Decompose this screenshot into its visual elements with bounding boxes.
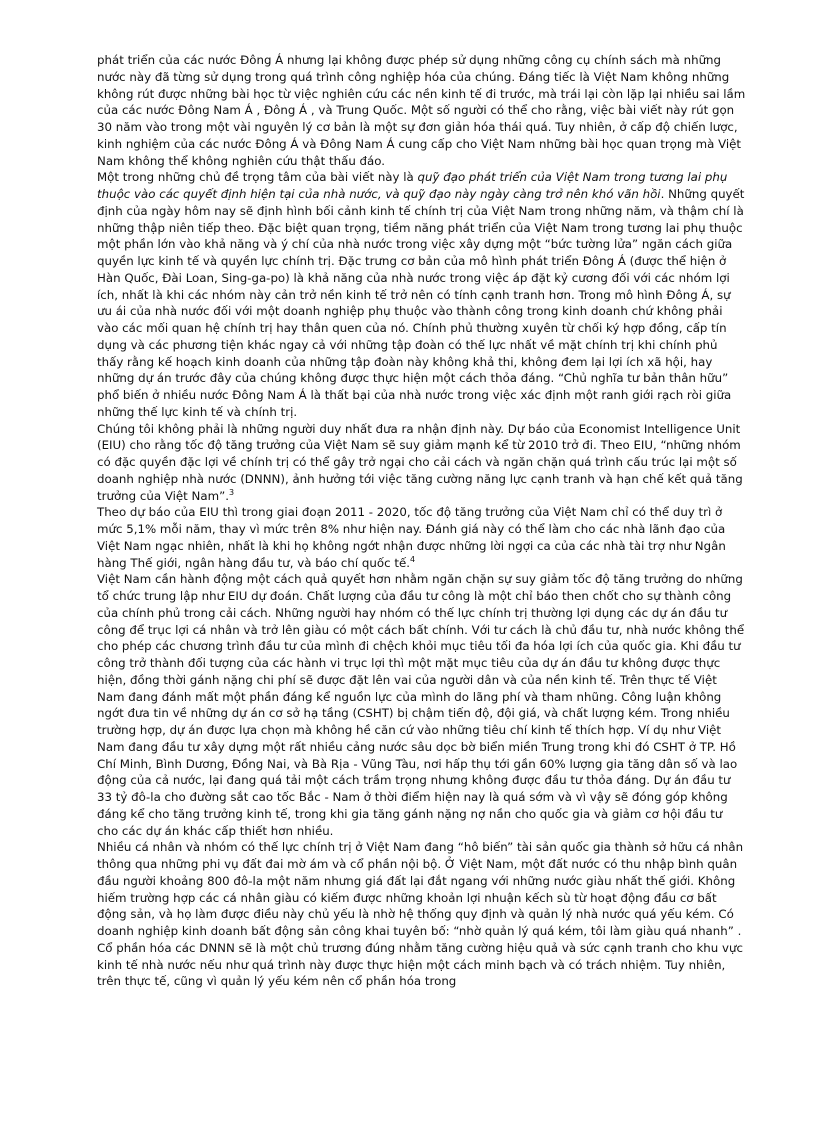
paragraph-text: . Những quyết định của ngày hôm nay sẽ định hình bối cảnh kinh tế chính trị của Việt Nam trong những năm, và thậm chí là những thập niên tiếp theo. Đặc biệt quan trọng, tiềm năng phát triển của Việt Nam trong tương lai phụ thuộc một phần lớn vào khả năng và ý chí của nhà nước trong việc xây dựng một “bức tường lửa” ngăn cách giữa quyền lực kinh tế và quyền lực chính trị. Đặc trưng cơ bản của mô hình phát triển Đông Á (được thể hiện ở Hàn Quốc, Đài Loan, Sing-ga-po) là khả năng của nhà nước trong việc áp đặt kỷ cương đối với các nhóm lợi ích, nhất là khi các nhóm này cản trở nền kinh tế trở nên có tính cạnh tranh hơn. Trong mô hình Đông Á, sự ưu ái của nhà nước đối với một doanh nghiệp phụ thuộc vào thành công trong kinh doanh chứ không phải vào các mối quan hệ chính trị hay thân quen của nó. Chính phủ thường xuyên từ chối ký hợp đồng, cấp tín dụng và các phương tiện khác ngay cả với những tập đoàn có thế lực nhất về mặt chính trị khi chính phủ thấy rằng kế hoạch kinh doanh của những tập đoàn này không khả thi, không đem lại lợi ích xã hội, hay những dự án trước đây của chúng không được thực hiện một cách thỏa đáng. “Chủ nghĩa tư bản thân hữu” phổ biến ở nhiều nước Đông Nam Á là thất bại của nhà nước trong việc xác định một ranh giới rạch ròi giữa những thế lực kinh tế và chính trị.	[97, 187, 745, 419]
document-page	[97, 52, 747, 990]
paragraph-text: phát triển của các nước Đông Á nhưng lại không được phép sử dụng những công cụ chính sách mà những nước này đã từng sử dụng trong quá trình công nghiệp hóa của chúng. Đáng tiếc là Việt Nam không những không rút được những bài học từ việc nghiên cứu các nền kinh tế đi trước, mà trái lại còn lặp lại nhiều sai lầm của các nước Đông Nam Á , Đông Á , và Trung Quốc. Một số người có thể cho rằng, việc bài viết này rút gọn 30 năm vào trong một vài nguyên lý cơ bản là một sự đơn giản hóa thái quá. Tuy nhiên, ở cấp độ chiến lược, kinh nghiệm của các nước Đông Á và Đông Nam Á cung cấp cho Việt Nam những bài học quan trọng mà Việt Nam không thể không nghiên cứu thật thấu đáo.	[97, 53, 746, 168]
paragraph-public-investment	[97, 571, 747, 839]
paragraph-text: Theo dự báo của EIU thì trong giai đoạn 2011 - 2020, tốc độ tăng trưởng của Việt Nam chỉ có thể duy trì ở mức 5,1% mỗi năm, thay vì mức trên 8% như hiện nay. Đánh giá này có thể làm cho các nhà lãnh đạo của Việt Nam ngạc nhiên, nhất là khi họ không ngớt nhận được những lời ngợi ca của các nhà tài trợ như Ngân hàng Thế giới, ngân hàng đầu tư, và báo chí quốc tế.	[97, 505, 726, 570]
paragraph-lead: Một trong những chủ đề trọng tâm của bài viết này là	[97, 170, 418, 185]
paragraph-text: Cổ phần hóa các DNNN sẽ là một chủ trương đúng nhằm tăng cường hiệu quả và sức cạnh tranh cho khu vực kinh tế nhà nước nếu như quá trình này được thực hiện một cách minh bạch và có trách nhiệm. Tuy nhiên, trên thực tế, cũng vì quản lý yếu kém nên cổ phần hóa trong	[97, 940, 743, 989]
footnote-marker: 4	[409, 554, 416, 564]
paragraph-text: Chúng tôi không phải là những người duy nhất đưa ra nhận định này. Dự báo của Economist Intelligence Unit (EIU) cho rằng tốc độ tăng trưởng của Việt Nam sẽ suy giảm mạnh kể từ 2010 trở đi. Theo EIU, “những nhóm có đặc quyền đặc lợi về chính trị có thể gây trở ngại cho cải cách và ngăn chặn quá trình cấu trúc lại một số doanh nghiệp nhà nước (DNNN), ảnh hưởng tới việc tăng cường năng lực cạnh tranh và hạn chế kết quả tăng trưởng của Việt Nam”.	[97, 421, 743, 503]
paragraph-east-asia-lessons	[97, 52, 747, 169]
paragraph-development-trajectory	[97, 169, 747, 420]
footnote-marker: 3	[228, 487, 235, 497]
paragraph-text: Nhiều cá nhân và nhóm có thế lực chính trị ở Việt Nam đang “hô biến” tài sản quốc gia thành sở hữu cá nhân thông qua những phi vụ đất đai mờ ám và cổ phần nội bộ. Ở Việt Nam, một đất nước có thu nhập bình quân đầu người khoảng 800 đô-la một năm nhưng giá đất lại đắt ngang với những nước giàu nhất thế giới. Không hiếm trường hợp các cá nhân giàu có kiếm được những khoản lợi nhuận kếch sù từ hoạt động đầu cơ bất động sản, và họ làm được điều này chủ yếu là nhờ hệ thống quy định và quản lý nhà nước quá yếu kém. Có doanh nghiệp kinh doanh bất động sản công khai tuyên bố: “nhờ quản lý quá kém, tôi làm giàu quá nhanh” .	[97, 840, 744, 938]
paragraph-land-speculation	[97, 839, 747, 940]
paragraph-equitization	[97, 940, 747, 990]
paragraph-eiu-forecast	[97, 421, 747, 505]
paragraph-text: Việt Nam cần hành động một cách quả quyết hơn nhằm ngăn chặn sự suy giảm tốc độ tăng trưởng do những tổ chức trung lập như EIU dự đoán. Chất lượng của đầu tư công là một chỉ báo then chốt cho sự thành công của chính phủ trong cải cách. Những người hay nhóm có thế lực chính trị thường lợi dụng các dự án đầu tư công để trục lợi cá nhân và trở lên giàu có một cách bất chính. Với tư cách là chủ đầu tư, nhà nước không thể cho phép các chương trình đầu tư của mình đi chệch khỏi mục tiêu tối đa hóa lợi ích của quốc gia. Khi đầu tư công trở thành đối tượng của các hành vi trục lợi thì một mặt mục tiêu của dự án đầu tư không được thực hiện, đồng thời gánh nặng chi phí sẽ được đặt lên vai của người dân và của nền kinh tế. Trên thực tế Việt Nam đang đánh mất một phần đáng kể nguồn lực của mình do lãng phí và tham nhũng. Công luận không ngớt đưa tin về những dự án cơ sở hạ tầng (CSHT) bị chậm tiến độ, đội giá, và chất lượng kém. Trong nhiều trường hợp, dự án được lựa chọn mà không hề căn cứ vào những tiêu chí kinh tế thích hợp. Ví dụ như Việt Nam đang đầu tư xây dựng một rất nhiều cảng nước sâu dọc bờ biển miền Trung trong khi đó CSHT ở TP. Hồ Chí Minh, Bình Dương, Đồng Nai, và Bà Rịa - Vũng Tàu, nơi hấp thụ tới gần 60% lượng gia tăng dân số và lao động của cả nước, lại đang quá tải một cách trầm trọng nhưng không được đầu tư thỏa đáng. Dự án đầu tư 33 tỷ đô-la cho đường sắt cao tốc Bắc - Nam ở thời điểm hiện nay là quá sớm và vì vậy sẽ đóng góp không đáng kể cho tăng trưởng kinh tế, trong khi gia tăng gánh nặng nợ nần cho quốc gia và giảm cơ hội đầu tư cho các dự án khác cấp thiết hơn nhiều.	[97, 572, 745, 838]
emphasized-thesis: quỹ đạo phát triển của Việt Nam trong tương lai phụ thuộc vào các quyết định hiện tại của nhà nước, và quỹ đạo này ngày càng trở nên khó vãn hồi	[97, 170, 728, 201]
paragraph-growth-rate	[97, 504, 747, 571]
